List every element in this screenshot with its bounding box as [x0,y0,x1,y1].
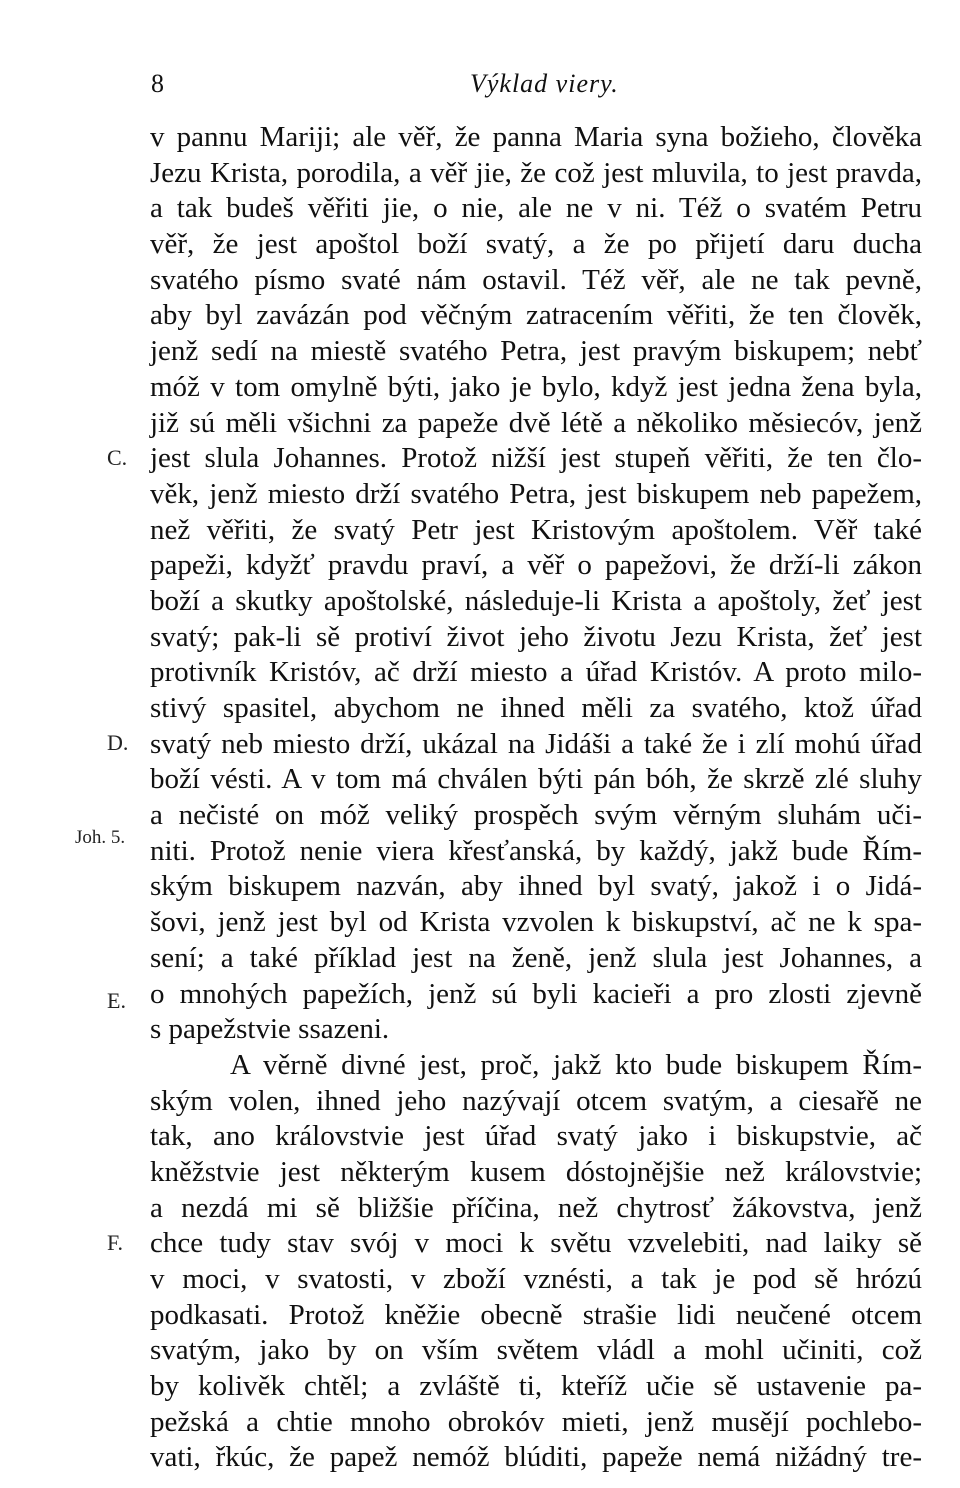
text-line: móž v tom omylně býti, jako je bylo, když jest jedna žena byla, [150,370,922,403]
body-text [150,120,922,1476]
page-header [0,64,960,104]
text-line: podkasati. Protož kněžie obecně strašie lidi neučené otcem [150,1298,922,1331]
margin-note-d: D. [107,730,129,755]
text-line: jest slula Johannes. Protož nižší jest stupeň věřiti, že ten člo- [150,442,922,475]
text-line: stivý spasitel, abychom ne ihned měli za svatého, ktož úřad [150,692,922,724]
text-line: jenž sedí na miestě svatého Petra, jest pravým biskupem; nebť [150,335,922,368]
text-line: Jezu Krista, porodila, a věř jie, že což jest mluvila, to jest pravda, [150,156,922,189]
text-line: boží vésti. A v tom má chválen býti pán bóh, že skrzě zlé sluhy [150,763,922,796]
text-line: než věřiti, že svatý Petr jest Kristovým apoštolem. Věř také [150,513,922,546]
text-line: v moci, v svatosti, v zboží vznésti, a tak je pod sě hrózú [150,1263,922,1295]
text-line: a tak budeš věřiti jie, o nie, ale ne v ni. Též o svatém Petru [150,192,922,225]
margin-note-e: E. [107,988,126,1013]
text-line: o mnohých papežích, jenž sú byli kacieři a pro zlosti zjevně [150,977,922,1010]
text-line: věk, jenž miesto drží svatého Petra, jest biskupem neb papežem, [150,477,922,510]
text-line: s papežstvie ssazeni. [150,1013,390,1046]
text-line: aby byl zavázán pod věčným zatracením věřiti, že ten člověk, [150,299,922,332]
text-line: a nezdá mi sě bližšie příčina, než chytrosť žákovstva, jenž [150,1191,922,1224]
text-line: by kolivěk chtěl; a zvláště ti, kteříž učie sě ustavenie pa- [150,1370,922,1403]
text-line: svatým, jako by on vším světem vládl a mohl učiniti, což [150,1334,922,1367]
text-line: protivník Kristóv, ač drží miesto a úřad Kristóv. A proto milo- [150,656,922,689]
text-line: věř, že jest apoštol boží svatý, a že po přijetí daru ducha [150,228,922,261]
text-line: vati, řkúc, že papež nemóž blúditi, papeže nemá nižádný tre- [150,1441,922,1474]
text-line: pežská a chtie mnoho obrokóv mieti, jenž musějí pochlebo- [150,1405,922,1438]
text-line: A věrně divné jest, proč, jakž kto bude biskupem Řím- [230,1048,922,1081]
text-line: šovi, jenž jest byl od Krista vzvolen k biskupství, ač ne k spa- [150,906,922,939]
page-number: 8 [151,69,164,98]
margin-note-c: C. [107,445,128,470]
margin-note-joh: Joh. 5. [75,827,126,848]
text-line: v pannu Mariji; ale věř, že panna Maria syna božieho, člověka [150,121,922,153]
text-line: již sú měli všichni za papeže dvě létě a několiko měsiecóv, jenž [150,406,922,439]
text-line: ským volen, ihned jeho nazývají otcem svatým, a ciesařě ne [150,1084,922,1117]
text-line: svatý neb miesto drží, ukázal na Jidáši a také že i zlí mohú úřad [150,727,922,760]
text-line: a nečisté on móž veliký prospěch svým věrným sluhám uči- [150,799,922,832]
text-line: svatý; pak-li sě protiví život jeho životu Jezu Krista, žeť jest [150,620,922,653]
text-line: boží a skutky apoštolské, následuje-li Krista a apoštoly, žeť jest [150,584,922,617]
text-line: sení; a také příklad jest na ženě, jenž slula jest Johannes, a [150,941,922,974]
text-line: tak, ano královstvie jest úřad svatý jako i biskupstvie, ač [150,1120,922,1153]
text-line: niti. Protož nenie viera křesťanská, by každý, jakž bude Řím- [150,834,922,867]
text-line: chce tudy stav svój v moci k světu vzvelebiti, nad laiky sě [150,1227,922,1260]
margin-note-f: F. [107,1230,123,1255]
text-line: svatého písmo svaté nám ostavil. Též věř, ale ne tak pevně, [150,263,922,296]
text-line: ským biskupem nazván, aby ihned byl svatý, jakož i o Jidá- [150,870,922,903]
text-line: papeži, kdyžť pravdu praví, a věř o papežovi, že drží-li zákon [150,549,922,582]
text-line: kněžstvie jest některým kusem dóstojnějšie než královstvie; [150,1155,922,1188]
running-title: Výklad viery. [470,69,619,98]
